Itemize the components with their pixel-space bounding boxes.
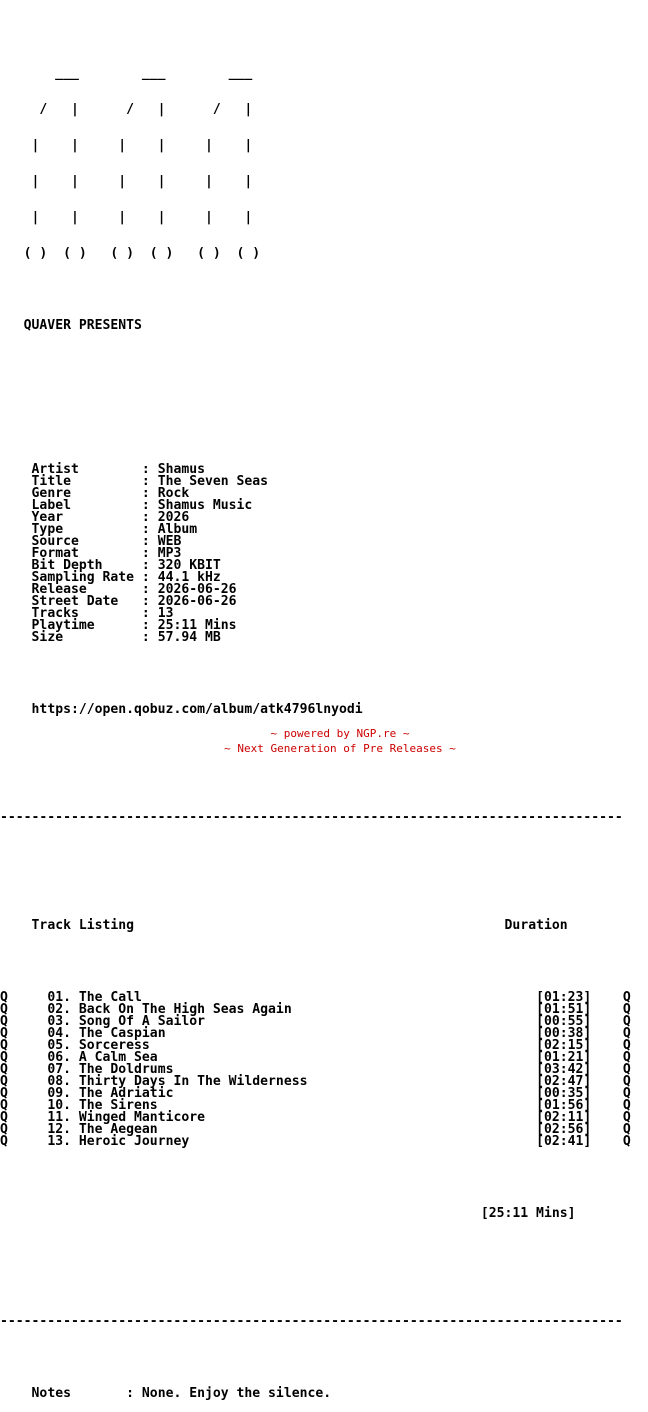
logo-line: / | / | / | — [0, 102, 253, 117]
track-number: 06. — [47, 1050, 71, 1065]
info-value: 320 KBIT — [157, 558, 221, 573]
track-title: The Sirens — [78, 1098, 158, 1113]
blank-line — [0, 668, 631, 680]
track-number: 09. — [47, 1086, 71, 1101]
track-duration: [01:21] — [536, 1050, 592, 1065]
track-title: Thirty Days In The Wilderness — [78, 1074, 308, 1089]
track-marker: Q — [0, 1014, 8, 1029]
track-marker: Q — [622, 1026, 631, 1041]
logo-line — [0, 32, 631, 44]
track-marker: Q — [0, 1038, 8, 1053]
track-duration: [02:47] — [536, 1074, 592, 1089]
blank-line — [0, 1172, 631, 1184]
info-value: 2026 — [157, 510, 190, 525]
track-marker: Q — [0, 1086, 8, 1101]
info-key: Format — [31, 546, 79, 561]
blank-line — [0, 1244, 631, 1256]
track-marker: Q — [622, 1074, 631, 1089]
track-title: The Call — [78, 990, 142, 1005]
track-title: Heroic Journey — [78, 1134, 190, 1149]
info-row: Street Date : 2026-06-26 — [31, 594, 237, 609]
track-number: 11. — [47, 1110, 71, 1125]
info-row: Bit Depth : 320 KBIT — [31, 558, 221, 573]
track-title: Winged Manticore — [78, 1110, 205, 1125]
track-duration: [01:51] — [536, 1002, 592, 1017]
info-row: Format : MP3 — [31, 546, 182, 561]
track-marker: Q — [0, 1134, 8, 1149]
info-key: Type — [31, 522, 64, 537]
nfo-document — [0, 8, 631, 1412]
logo-line: | | | | | | — [0, 138, 253, 153]
info-value: WEB — [157, 534, 182, 549]
info-key: Title — [31, 474, 71, 489]
track-marker: Q — [622, 1110, 631, 1125]
info-key: Genre — [31, 486, 71, 501]
info-value: 25:11 Mins — [157, 618, 237, 633]
track-number: 10. — [47, 1098, 71, 1113]
blank-line — [0, 776, 631, 788]
track-title: The Caspian — [78, 1026, 166, 1041]
track-title: Back On The High Seas Again — [78, 1002, 292, 1017]
logo-line: ___ ___ ___ — [0, 66, 253, 81]
divider: ------------------------------------------------------------------------------- — [0, 1314, 623, 1329]
track-number: 13. — [47, 1134, 71, 1149]
track-title: Song Of A Sailor — [78, 1014, 205, 1029]
track-marker: Q — [0, 1002, 8, 1017]
info-value: 57.94 MB — [157, 630, 221, 645]
info-key: Size — [31, 630, 64, 645]
track-duration: [00:35] — [536, 1086, 592, 1101]
info-value: The Seven Seas — [157, 474, 269, 489]
info-row: Year : 2026 — [31, 510, 190, 525]
track-marker: Q — [622, 1050, 631, 1065]
track-marker: Q — [622, 990, 631, 1005]
logo-line: ( ) ( ) ( ) ( ) ( ) ( ) — [0, 246, 261, 261]
track-number: 08. — [47, 1074, 71, 1089]
track-marker: Q — [0, 1122, 8, 1137]
track-duration: [03:42] — [536, 1062, 592, 1077]
track-marker: Q — [622, 1134, 631, 1149]
info-key: Source — [31, 534, 79, 549]
info-key: Sampling Rate — [31, 570, 135, 585]
track-title: A Calm Sea — [78, 1050, 158, 1065]
info-value: Shamus Music — [157, 498, 253, 513]
info-value: Rock — [157, 486, 190, 501]
info-row: Tracks : 13 — [31, 606, 174, 621]
track-row — [0, 1136, 631, 1148]
track-duration: [02:41] — [536, 1134, 592, 1149]
track-number: 07. — [47, 1062, 71, 1077]
total-playtime: [25:11 Mins] — [480, 1206, 576, 1221]
track-duration: [02:56] — [536, 1122, 592, 1137]
total-time-line — [0, 1208, 631, 1220]
track-title: Sorceress — [78, 1038, 150, 1053]
track-marker: Q — [0, 1098, 8, 1113]
track-marker: Q — [0, 990, 8, 1005]
info-value: 44.1 kHz — [157, 570, 221, 585]
qobuz-url[interactable]: https://open.qobuz.com/album/atk4796lnyodi — [31, 702, 363, 717]
track-marker: Q — [0, 1062, 8, 1077]
info-key: Street Date — [31, 594, 119, 609]
info-row: Sampling Rate : 44.1 kHz — [31, 570, 221, 585]
logo-line: | | | | | | — [0, 174, 253, 189]
info-key: Playtime — [31, 618, 95, 633]
track-marker: Q — [622, 1002, 631, 1017]
info-row: Type : Album — [31, 522, 198, 537]
blank-line — [0, 956, 631, 968]
track-title: The Doldrums — [78, 1062, 174, 1077]
track-marker: Q — [622, 1038, 631, 1053]
info-value: 2026-06-26 — [157, 594, 237, 609]
track-duration: [00:38] — [536, 1026, 592, 1041]
track-marker: Q — [622, 1122, 631, 1137]
footer-tagline: ~ Next Generation of Pre Releases ~ — [224, 742, 456, 755]
info-row: Artist : Shamus — [31, 462, 206, 477]
info-row: Genre : Rock — [31, 486, 190, 501]
info-key: Label — [31, 498, 71, 513]
track-title: The Aegean — [78, 1122, 158, 1137]
info-value: Shamus — [157, 462, 206, 477]
logo-line: | | | | | | — [0, 210, 253, 225]
blank-line — [0, 284, 631, 296]
info-value: Album — [157, 522, 198, 537]
info-value: 2026-06-26 — [157, 582, 237, 597]
info-row: Title : The Seven Seas — [31, 474, 269, 489]
blank-line — [0, 392, 631, 404]
track-number: 01. — [47, 990, 71, 1005]
info-key: Tracks — [31, 606, 79, 621]
track-marker: Q — [622, 1086, 631, 1101]
track-duration: [02:15] — [536, 1038, 592, 1053]
track-title: The Adriatic — [78, 1086, 174, 1101]
info-value: 13 — [157, 606, 174, 621]
blank-line — [0, 1280, 631, 1292]
presents-text: QUAVER PRESENTS — [23, 318, 142, 333]
track-marker: Q — [0, 1050, 8, 1065]
track-number: 05. — [47, 1038, 71, 1053]
track-listing-header — [0, 920, 631, 932]
info-key: Artist — [31, 462, 79, 477]
track-duration: [02:11] — [536, 1110, 592, 1125]
track-number: 03. — [47, 1014, 71, 1029]
notes-value: None. Enjoy the silence. — [141, 1386, 332, 1401]
info-key: Bit Depth — [31, 558, 103, 573]
info-value: MP3 — [157, 546, 182, 561]
presents-line — [0, 320, 631, 332]
track-number: 04. — [47, 1026, 71, 1041]
duration-label: Duration — [504, 918, 568, 933]
info-row: Release : 2026-06-26 — [31, 582, 237, 597]
track-marker: Q — [622, 1098, 631, 1113]
blank-line — [0, 884, 631, 896]
track-duration: [01:56] — [536, 1098, 592, 1113]
blank-line — [0, 428, 631, 440]
info-key: Release — [31, 582, 87, 597]
track-marker: Q — [622, 1062, 631, 1077]
track-duration: [00:55] — [536, 1014, 592, 1029]
track-number: 12. — [47, 1122, 71, 1137]
track-list — [0, 992, 631, 1148]
track-marker: Q — [0, 1110, 8, 1125]
info-key: Year — [31, 510, 64, 525]
track-duration: [01:23] — [536, 990, 592, 1005]
release-info-block — [0, 464, 631, 644]
url-line — [0, 704, 631, 716]
info-row: Label : Shamus Music — [31, 498, 253, 513]
info-row: Source : WEB — [31, 534, 182, 549]
blank-line — [0, 848, 631, 860]
info-row: Playtime : 25:11 Mins — [31, 618, 237, 633]
track-marker: Q — [0, 1074, 8, 1089]
blank-line — [0, 356, 631, 368]
track-marker: Q — [622, 1014, 631, 1029]
notes-line: Notes : None. Enjoy the silence. — [31, 1386, 332, 1401]
track-listing-label: Track Listing — [31, 918, 135, 933]
notes-label: Notes — [31, 1386, 71, 1401]
track-marker: Q — [0, 1026, 8, 1041]
blank-line — [0, 1352, 631, 1364]
footer-powered-by[interactable]: ~ powered by NGP.re ~ — [270, 727, 410, 740]
track-number: 02. — [47, 1002, 71, 1017]
divider: ------------------------------------------------------------------------------- — [0, 810, 623, 825]
info-row: Size : 57.94 MB — [31, 630, 221, 645]
